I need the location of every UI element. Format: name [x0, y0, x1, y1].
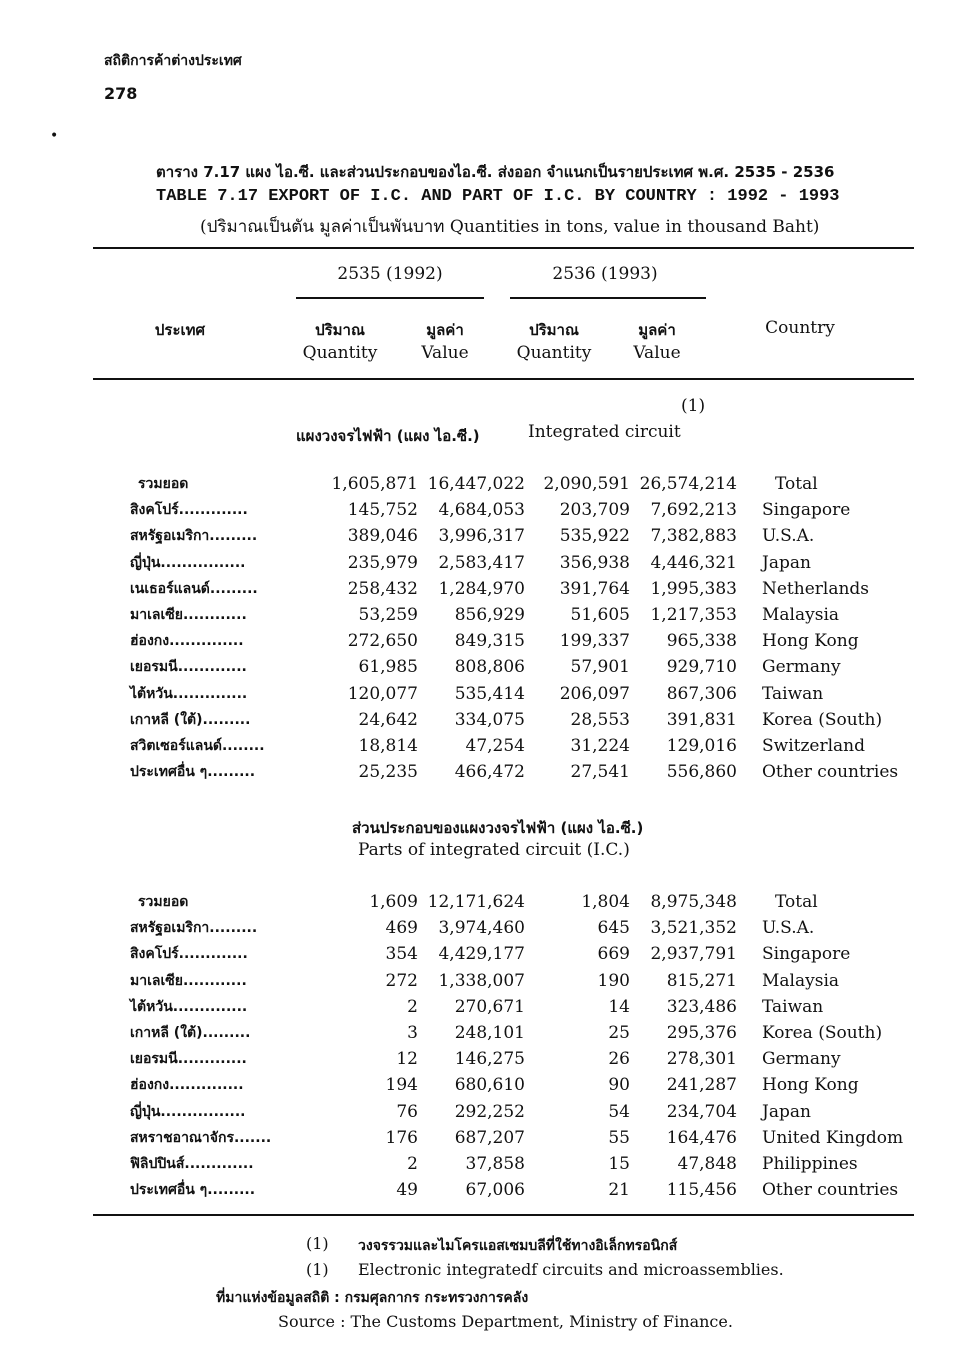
section2-title-en: Parts of integrated circuit (I.C.): [358, 840, 630, 860]
quantity-header-thai-2: ปริมาณ: [529, 321, 579, 339]
quantity-1992-cell: 354: [385, 944, 418, 965]
quantity-1992-cell: 258,432: [347, 578, 418, 599]
country-en-cell: Singapore: [762, 500, 851, 521]
country-en-cell: Other countries: [762, 762, 899, 783]
value-1992-cell: 466,472: [454, 762, 525, 783]
quantity-1993-cell: 14: [608, 996, 630, 1017]
value-header-en-1: Value: [421, 343, 469, 363]
table-row: [93, 1099, 914, 1125]
value-1993-cell: 7,382,883: [650, 526, 737, 547]
table-title-thai: ตาราง 7.17 แผง ไอ.ซี. และส่วนประกอบของไอ.ซี. ส่งออก จำแนกเป็นรายประเทศ พ.ศ. 2535 - 2536: [156, 163, 835, 181]
country-en-cell: United Kingdom: [762, 1127, 904, 1148]
quantity-1992-cell: 272,650: [347, 631, 418, 652]
value-1993-cell: 965,338: [666, 631, 737, 652]
quantity-1992-cell: 12: [396, 1049, 418, 1070]
value-1992-cell: 37,858: [465, 1153, 525, 1174]
value-1993-cell: 295,376: [666, 1023, 737, 1044]
quantity-1993-cell: 31,224: [570, 735, 630, 756]
source-thai: ที่มาแห่งข้อมูลสถิติ : กรมศุลกากร กระทรวงการคลัง: [216, 1290, 529, 1306]
country-thai-cell: สิงคโปร์.............: [130, 502, 248, 519]
footnote-thai: วงจรรวมและไมโครแอสเซมบลีที่ใช้ทางอิเล็กทรอนิกส์: [358, 1238, 678, 1254]
quantity-1993-cell: 28,553: [570, 709, 630, 730]
quantity-1993-cell: 54: [608, 1101, 630, 1122]
value-1992-cell: 248,101: [454, 1023, 525, 1044]
value-1993-cell: 3,521,352: [650, 918, 737, 939]
quantity-1992-cell: 2: [407, 996, 418, 1017]
table-row: [93, 497, 914, 523]
section1-note-marker: (1): [681, 396, 706, 416]
value-1993-cell: 241,287: [666, 1075, 737, 1096]
quantity-1992-cell: 24,642: [358, 709, 418, 730]
value-1993-cell: 47,848: [677, 1153, 737, 1174]
country-thai-cell: สหราชอาณาจักร.......: [130, 1129, 272, 1146]
year-header-1992: 2535 (1992): [337, 264, 443, 284]
value-header-en-2: Value: [633, 343, 681, 363]
value-1992-cell: 146,275: [454, 1049, 525, 1070]
quantity-1993-cell: 535,922: [559, 526, 630, 547]
quantity-1993-cell: 190: [597, 970, 630, 991]
footnote-en-marker: (1): [306, 1260, 329, 1279]
country-thai-cell: เกาหลี (ใต้).........: [130, 1025, 251, 1042]
quantity-1992-cell: 18,814: [358, 735, 418, 756]
country-thai-cell: ไต้หวัน..............: [130, 998, 248, 1015]
value-1993-cell: 1,217,353: [650, 605, 737, 626]
quantity-header-en-2: Quantity: [516, 343, 592, 363]
table-row: [93, 576, 914, 602]
table-row: [93, 968, 914, 994]
country-en-cell: Taiwan: [762, 996, 824, 1017]
table-row: [93, 681, 914, 707]
quantity-1992-cell: 76: [396, 1101, 418, 1122]
country-en-cell: Switzerland: [762, 735, 866, 756]
country-en-cell: Total: [775, 474, 818, 495]
quantity-1993-cell: 391,764: [559, 578, 630, 599]
quantity-1993-cell: 15: [608, 1153, 630, 1174]
country-thai-cell: ไต้หวัน..............: [130, 685, 248, 702]
table-row: [93, 1177, 914, 1203]
quantity-1993-cell: 203,709: [559, 500, 630, 521]
stray-mark: •: [50, 128, 59, 144]
value-1992-cell: 334,075: [454, 709, 525, 730]
value-1992-cell: 4,684,053: [438, 500, 525, 521]
quantity-1992-cell: 194: [385, 1075, 418, 1096]
table-row: [93, 1125, 914, 1151]
country-en-cell: Other countries: [762, 1180, 899, 1201]
country-en-cell: Korea (South): [762, 1023, 883, 1044]
country-thai-cell: สหรัฐอเมริกา.........: [130, 920, 258, 937]
value-1992-cell: 3,996,317: [438, 526, 525, 547]
table-row: [93, 1072, 914, 1098]
quantity-1992-cell: 53,259: [358, 605, 418, 626]
country-en-cell: Hong Kong: [762, 631, 859, 652]
table-row: [93, 523, 914, 549]
quantity-1992-cell: 49: [396, 1180, 418, 1201]
quantity-header-thai-1: ปริมาณ: [315, 321, 365, 339]
country-thai-cell: สวิตเซอร์แลนด์........: [130, 737, 265, 754]
ic-parts-table: [93, 889, 914, 1203]
value-1993-cell: 4,446,321: [650, 552, 737, 573]
country-en-cell: Korea (South): [762, 709, 883, 730]
table-row: [93, 602, 914, 628]
table-row: [93, 941, 914, 967]
country-header-thai: ประเทศ: [154, 321, 206, 339]
quantity-1992-cell: 3: [407, 1023, 418, 1044]
value-header-thai-1: มูลค่า: [426, 321, 464, 339]
country-thai-cell: ฮ่องกง..............: [130, 633, 244, 650]
country-en-cell: Germany: [762, 657, 841, 678]
value-1993-cell: 929,710: [666, 657, 737, 678]
value-1993-cell: 115,456: [666, 1180, 737, 1201]
country-thai-cell: ฮ่องกง..............: [130, 1077, 244, 1094]
quantity-1992-cell: 235,979: [347, 552, 418, 573]
country-thai-cell: ประเทศอื่น ๆ.........: [130, 764, 256, 781]
year-underline-1992: [296, 297, 484, 299]
quantity-1993-cell: 27,541: [570, 762, 630, 783]
quantity-1993-cell: 55: [608, 1127, 630, 1148]
country-thai-cell: รวมยอด: [138, 894, 189, 911]
table-row: [93, 733, 914, 759]
quantity-1992-cell: 61,985: [358, 657, 418, 678]
value-1993-cell: 323,486: [666, 996, 737, 1017]
quantity-1993-cell: 21: [608, 1180, 630, 1201]
country-en-cell: Malaysia: [762, 970, 840, 991]
value-header-thai-2: มูลค่า: [638, 321, 676, 339]
table-title-english: TABLE 7.17 EXPORT OF I.C. AND PART OF I.C. BY COUNTRY : 1992 - 1993: [156, 187, 840, 206]
source-en: Source : The Customs Department, Ministry of Finance.: [278, 1312, 733, 1331]
quantity-1992-cell: 176: [385, 1127, 418, 1148]
section2-title-thai: ส่วนประกอบของแผงวงจรไฟฟ้า (แผง ไอ.ซี.): [352, 819, 644, 837]
quantity-1993-cell: 356,938: [559, 552, 630, 573]
value-1992-cell: 849,315: [454, 631, 525, 652]
quantity-1993-cell: 26: [608, 1049, 630, 1070]
country-thai-cell: เยอรมนี.............: [130, 659, 247, 676]
country-thai-cell: เนเธอร์แลนด์.........: [130, 580, 258, 597]
table-row: [93, 1046, 914, 1072]
value-1992-cell: 67,006: [465, 1180, 525, 1201]
country-en-cell: Taiwan: [762, 683, 824, 704]
quantity-header-en-1: Quantity: [302, 343, 378, 363]
table-row: [93, 654, 914, 680]
section1-title-thai: แผงวงจรไฟฟ้า (แผง ไอ.ซี.): [296, 427, 480, 445]
value-1993-cell: 1,995,383: [650, 578, 737, 599]
value-1993-cell: 278,301: [666, 1049, 737, 1070]
quantity-1993-cell: 1,804: [581, 892, 630, 913]
value-1993-cell: 867,306: [666, 683, 737, 704]
value-1993-cell: 815,271: [666, 970, 737, 991]
quantity-1992-cell: 469: [385, 918, 418, 939]
value-1992-cell: 292,252: [454, 1101, 525, 1122]
country-en-cell: Germany: [762, 1049, 841, 1070]
country-en-cell: Malaysia: [762, 605, 840, 626]
quantity-1992-cell: 25,235: [358, 762, 418, 783]
quantity-1993-cell: 2,090,591: [543, 474, 630, 495]
value-1993-cell: 8,975,348: [650, 892, 737, 913]
country-en-cell: Netherlands: [762, 578, 870, 599]
integrated-circuit-table: [93, 471, 914, 785]
quantity-1993-cell: 669: [597, 944, 630, 965]
footnote-en: Electronic integratedf circuits and microassemblies.: [358, 1260, 784, 1279]
value-1992-cell: 535,414: [454, 683, 525, 704]
value-1992-cell: 687,207: [454, 1127, 525, 1148]
country-thai-cell: สหรัฐอเมริกา.........: [130, 528, 258, 545]
top-rule: [93, 247, 914, 249]
table-units-note: (ปริมาณเป็นตัน มูลค่าเป็นพันบาท Quantities in tons, value in thousand Baht): [200, 217, 820, 237]
value-1992-cell: 3,974,460: [438, 918, 525, 939]
country-thai-cell: สิงคโปร์.............: [130, 946, 248, 963]
country-en-cell: Hong Kong: [762, 1075, 859, 1096]
quantity-1992-cell: 1,605,871: [331, 474, 418, 495]
running-header: สถิติการค้าต่างประเทศ: [104, 53, 242, 69]
table-row: [93, 628, 914, 654]
value-1993-cell: 234,704: [666, 1101, 737, 1122]
table-row: [93, 1151, 914, 1177]
footnote-thai-marker: (1): [306, 1234, 329, 1253]
country-en-cell: U.S.A.: [762, 526, 815, 547]
value-1993-cell: 129,016: [666, 735, 737, 756]
value-1992-cell: 47,254: [465, 735, 525, 756]
value-1992-cell: 808,806: [454, 657, 525, 678]
year-underline-1993: [510, 297, 706, 299]
country-thai-cell: ประเทศอื่น ๆ.........: [130, 1182, 256, 1199]
value-1993-cell: 556,860: [666, 762, 737, 783]
country-thai-cell: ญี่ปุ่น................: [130, 554, 246, 571]
country-thai-cell: รวมยอด: [138, 476, 189, 493]
section1-title-en: Integrated circuit: [528, 422, 681, 442]
value-1993-cell: 7,692,213: [650, 500, 737, 521]
value-1992-cell: 1,284,970: [438, 578, 525, 599]
page-number: 278: [104, 84, 138, 103]
total-row: [93, 471, 914, 497]
header-rule: [93, 378, 914, 380]
table-row: [93, 759, 914, 785]
value-1992-cell: 12,171,624: [427, 892, 525, 913]
value-1992-cell: 2,583,417: [438, 552, 525, 573]
table-row: [93, 915, 914, 941]
quantity-1993-cell: 90: [608, 1075, 630, 1096]
quantity-1992-cell: 120,077: [347, 683, 418, 704]
country-en-cell: U.S.A.: [762, 918, 815, 939]
country-thai-cell: มาเลเซีย............: [130, 607, 247, 624]
table-row: [93, 707, 914, 733]
value-1992-cell: 4,429,177: [438, 944, 525, 965]
bottom-rule: [93, 1214, 914, 1216]
quantity-1992-cell: 1,609: [369, 892, 418, 913]
value-1992-cell: 856,929: [454, 605, 525, 626]
country-en-cell: Philippines: [762, 1153, 858, 1174]
country-en-cell: Japan: [762, 1101, 811, 1122]
quantity-1993-cell: 51,605: [570, 605, 630, 626]
quantity-1993-cell: 199,337: [559, 631, 630, 652]
country-en-cell: Singapore: [762, 944, 851, 965]
country-en-cell: Japan: [762, 552, 811, 573]
total-row: [93, 889, 914, 915]
quantity-1993-cell: 645: [597, 918, 630, 939]
year-header-1993: 2536 (1993): [552, 264, 658, 284]
country-thai-cell: เยอรมนี.............: [130, 1051, 247, 1068]
quantity-1992-cell: 389,046: [347, 526, 418, 547]
country-thai-cell: ญี่ปุ่น................: [130, 1103, 246, 1120]
country-thai-cell: ฟิลิปปินส์.............: [130, 1155, 254, 1172]
country-thai-cell: มาเลเซีย............: [130, 972, 247, 989]
value-1992-cell: 1,338,007: [438, 970, 525, 991]
quantity-1992-cell: 2: [407, 1153, 418, 1174]
quantity-1993-cell: 206,097: [559, 683, 630, 704]
value-1992-cell: 16,447,022: [427, 474, 525, 495]
quantity-1992-cell: 272: [385, 970, 418, 991]
value-1993-cell: 2,937,791: [650, 944, 737, 965]
value-1993-cell: 164,476: [666, 1127, 737, 1148]
value-1992-cell: 680,610: [454, 1075, 525, 1096]
quantity-1993-cell: 25: [608, 1023, 630, 1044]
value-1993-cell: 26,574,214: [639, 474, 737, 495]
quantity-1993-cell: 57,901: [570, 657, 630, 678]
country-thai-cell: เกาหลี (ใต้).........: [130, 711, 251, 728]
table-row: [93, 994, 914, 1020]
country-en-cell: Total: [775, 892, 818, 913]
quantity-1992-cell: 145,752: [347, 500, 418, 521]
country-header-en: Country: [765, 318, 835, 338]
table-row: [93, 550, 914, 576]
value-1993-cell: 391,831: [666, 709, 737, 730]
table-row: [93, 1020, 914, 1046]
value-1992-cell: 270,671: [454, 996, 525, 1017]
